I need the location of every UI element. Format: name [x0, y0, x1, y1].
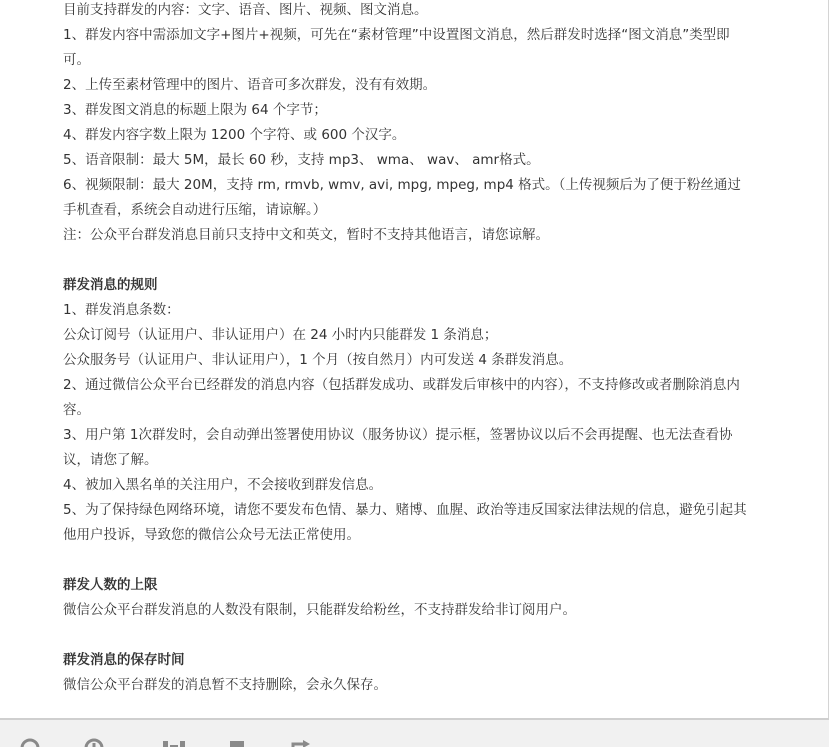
paragraph-line: 5、为了保持绿色网络环境，请您不要发布色情、暴力、赌博、血腥、政治等违反国家法律法规的信息，避免引起其他用户投诉，导致您的微信公众号无法正常使用。	[63, 502, 747, 543]
section-heading: 群发消息的保存时间	[63, 652, 185, 668]
zoom-in-icon[interactable]	[84, 738, 106, 747]
paragraph-line: 注：公众平台群发消息目前只支持中文和英文，暂时不支持其他语言，请您谅解。	[63, 227, 549, 243]
save-icon[interactable]	[228, 738, 248, 747]
paragraph-line: 4、群发内容字数上限为 1200 个字符、或 600 个汉字。	[63, 127, 406, 143]
paragraph-line: 6、视频限制：最大 20M，支持 rm, rmvb, wmv, avi, mpg, mpeg, mp4 格式。（上传视频后为了便于粉丝通过手机查看，系统会自动进行压缩，请谅解。）	[63, 177, 741, 218]
paragraph-line: 3、群发图文消息的标题上限为 64 个字节；	[63, 102, 327, 118]
fit-width-icon[interactable]	[162, 738, 186, 747]
paragraph-line: 微信公众平台群发消息的人数没有限制，只能群发给粉丝，不支持群发给非订阅用户。	[63, 602, 576, 618]
paragraph-line: 公众订阅号（认证用户、非认证用户）在 24 小时内只能群发 1 条消息；	[63, 327, 498, 343]
paragraph-line: 1、群发内容中需添加文字+图片+视频，可先在“素材管理”中设置图文消息，然后群发时选择“图文消息”类型即可。	[63, 27, 730, 68]
paragraph-line: 3、用户第 1次群发时，会自动弹出签署使用协议（服务协议）提示框，签署协议以后不会再提醒、也无法查看协议，请您了解。	[63, 427, 733, 468]
paragraph-line: 2、通过微信公众平台已经群发的消息内容（包括群发成功、或群发后审核中的内容），不支持修改或者删除消息内容。	[63, 377, 740, 418]
section-heading: 群发消息的规则	[63, 277, 158, 293]
paragraph-line: 微信公众平台群发的消息暂不支持删除，会永久保存。	[63, 677, 387, 693]
share-icon[interactable]	[290, 738, 314, 747]
blank-line	[63, 248, 753, 273]
paragraph-line: 公众服务号（认证用户、非认证用户），1 个月（按自然月）内可发送 4 条群发消息。	[63, 352, 573, 368]
paragraph-line: 5、语音限制：最大 5M，最长 60 秒，支持 mp3、 wma、 wav、 amr格式。	[63, 152, 540, 168]
paragraph-line: 4、被加入黑名单的关注用户，不会接收到群发信息。	[63, 477, 383, 493]
blank-line	[63, 548, 753, 573]
paragraph-line: 2、上传至素材管理中的图片、语音可多次群发，没有有效期。	[63, 77, 437, 93]
blank-line	[63, 623, 753, 648]
zoom-out-icon[interactable]	[20, 738, 42, 747]
paragraph-line: 1、群发消息条数：	[63, 302, 180, 318]
paragraph-line: 目前支持群发的内容：文字、语音、图片、视频、图文消息。	[63, 2, 428, 18]
bottom-toolbar	[0, 718, 829, 747]
article-body	[63, 0, 753, 698]
section-heading: 群发人数的上限	[63, 577, 158, 593]
